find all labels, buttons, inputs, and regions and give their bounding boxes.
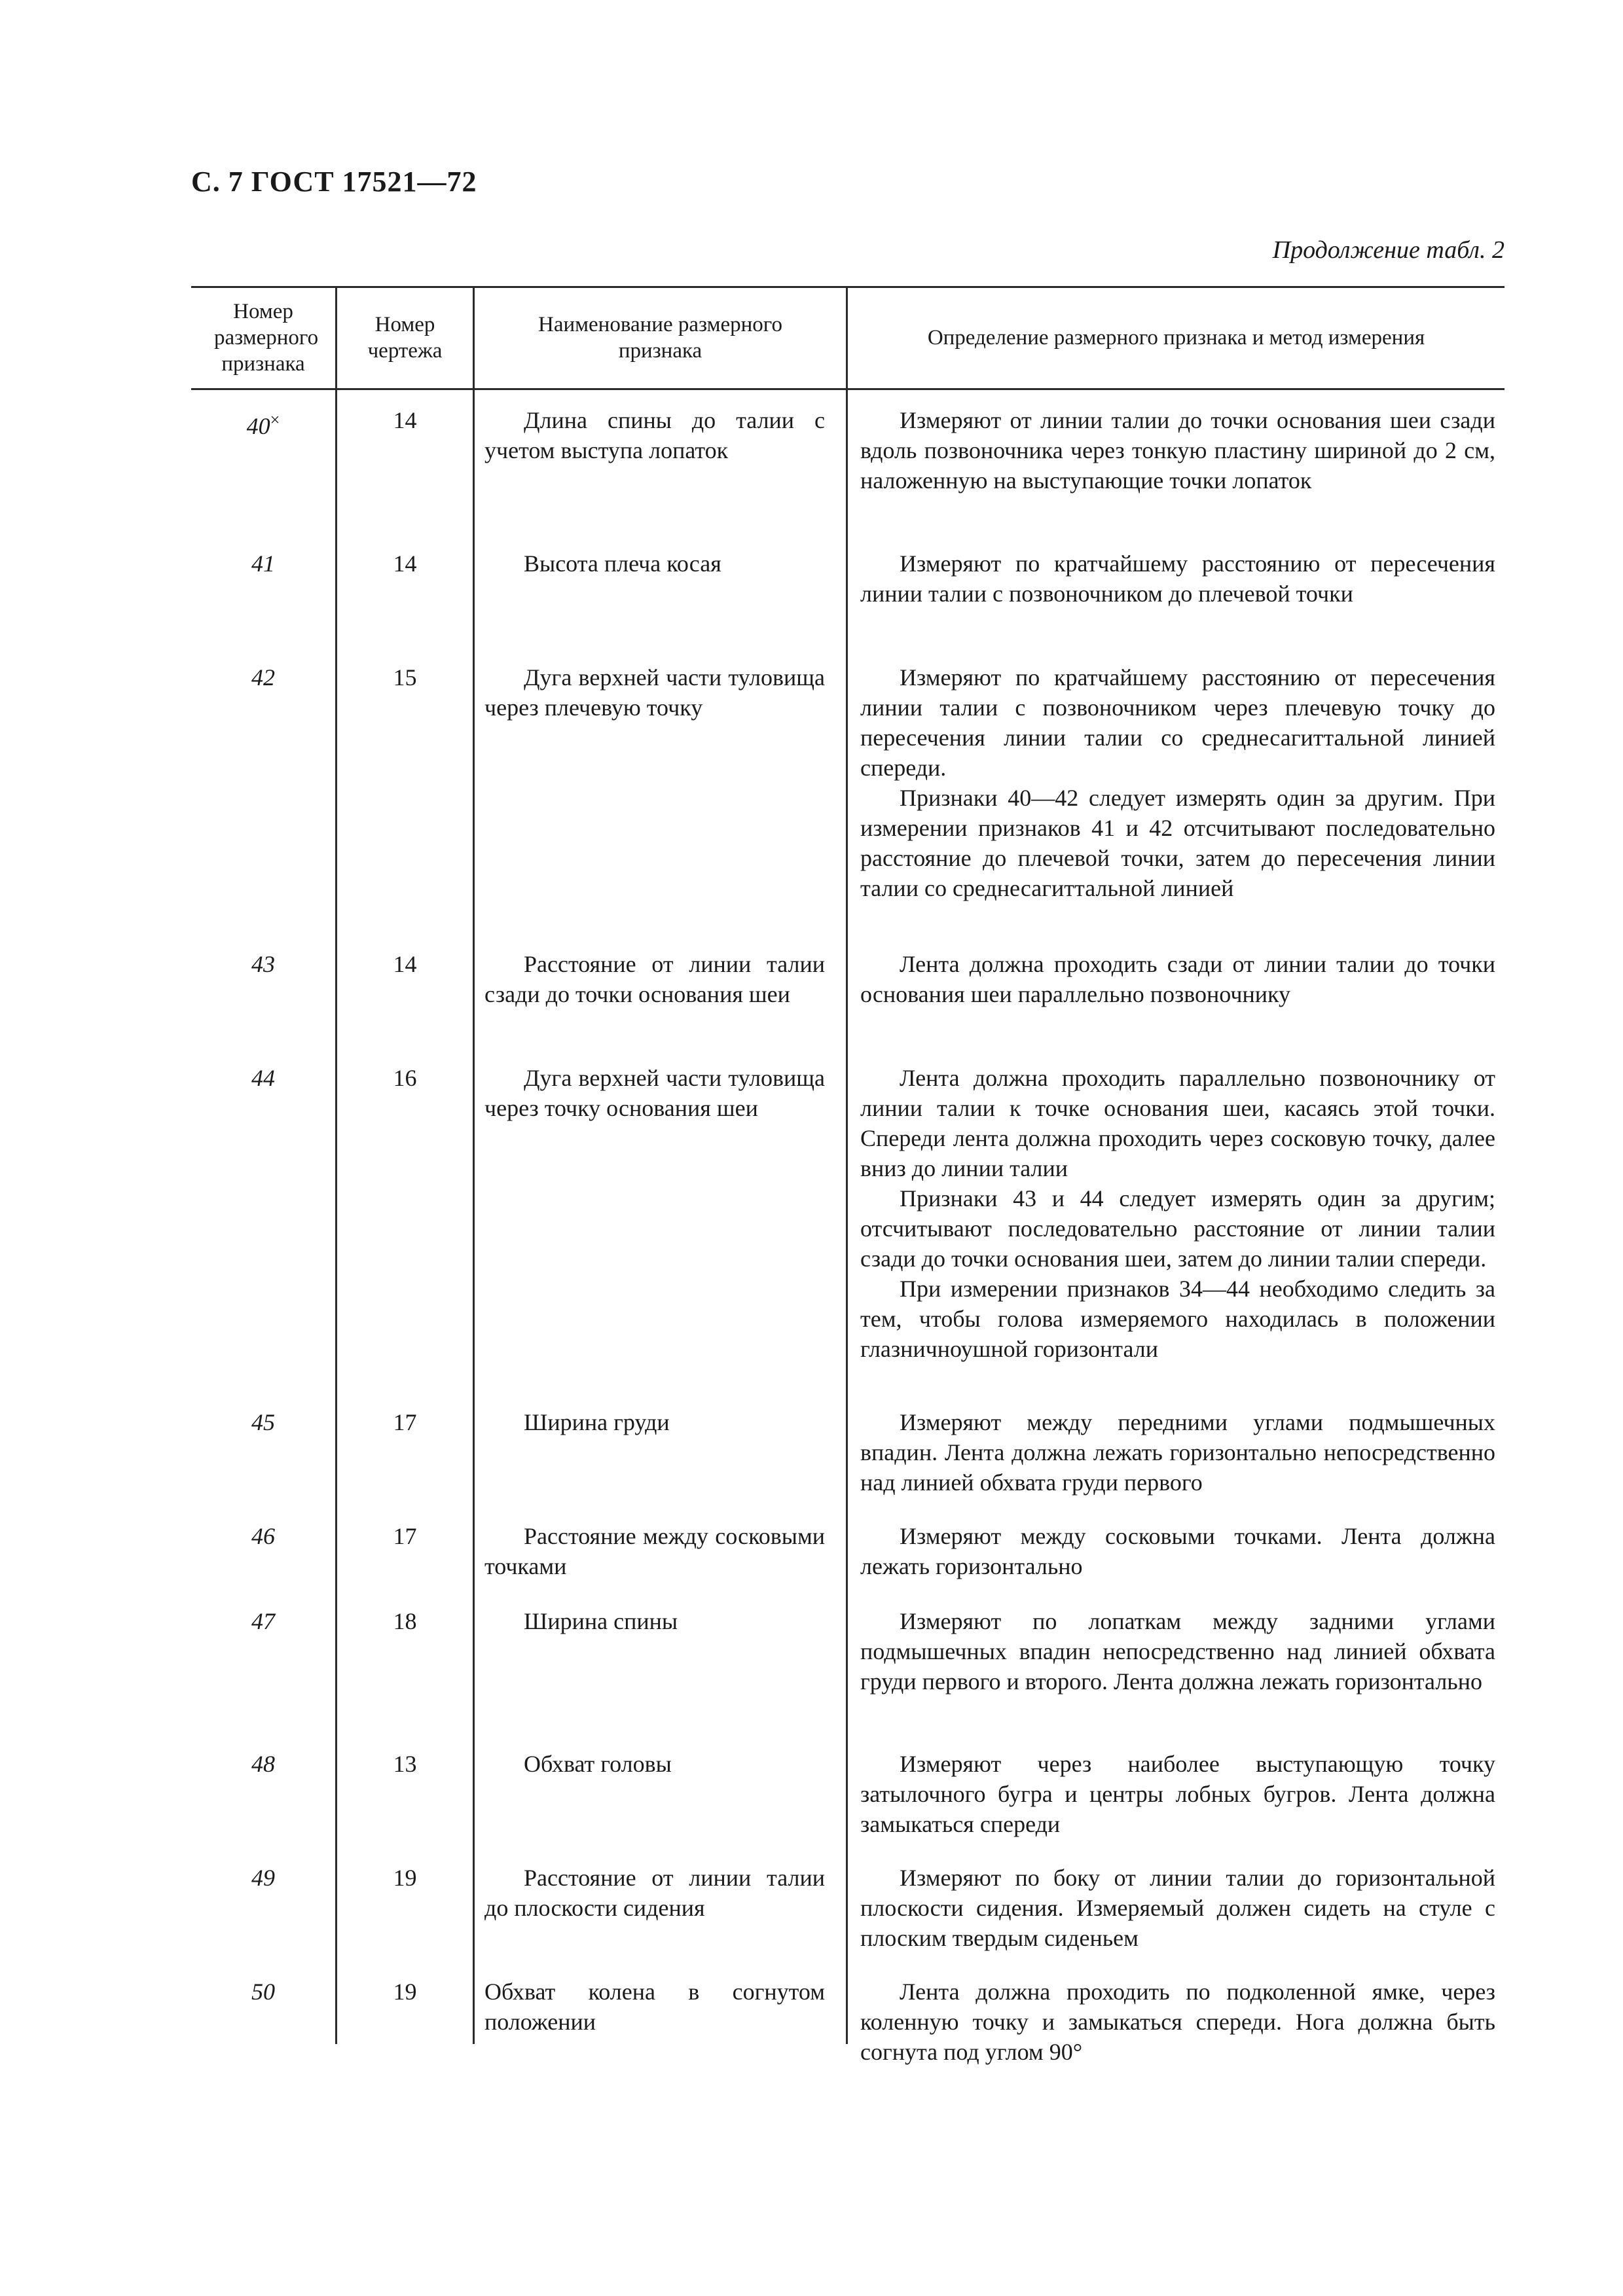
feature-number: 42 bbox=[251, 664, 275, 691]
feature-name: Обхват колена в согнутом положении bbox=[484, 1979, 825, 2035]
drawing-number: 14 bbox=[393, 407, 417, 433]
feature-definition: Измеряют между передними углами подмышечных впадин. Лента должна лежать горизонтально непосредственно над линией обхвата груди первого bbox=[860, 1409, 1495, 1496]
feature-definition: Измеряют по лопаткам между задними углами подмышечных впадин непосредственно над линией обхвата груди первого и второго. Лента должна лежать горизонтально bbox=[860, 1608, 1495, 1695]
column-header-drawing: Номер чертежа bbox=[367, 313, 443, 363]
feature-number: 43 bbox=[251, 951, 275, 977]
measurement-table bbox=[191, 286, 1504, 2065]
feature-definition: Измеряют по кратчайшему расстоянию от пересечения линии талии с позвоночником до плечевой точки bbox=[860, 550, 1495, 607]
drawing-number: 17 bbox=[393, 1523, 417, 1549]
feature-name: Обхват головы bbox=[524, 1751, 672, 1777]
feature-definition: Измеряют между сосковыми точками. Лента должна лежать горизонтально bbox=[860, 1523, 1495, 1579]
column-header-definition: Определение размерного признака и метод измерения bbox=[927, 326, 1425, 350]
feature-name: Длина спины до талии с учетом выступа лопаток bbox=[484, 407, 825, 463]
feature-name: Ширина спины bbox=[524, 1608, 678, 1634]
feature-name: Расстояние между сосковыми точками bbox=[484, 1523, 825, 1579]
feature-number: 44 bbox=[251, 1065, 275, 1091]
feature-definition: Лента должна проходить сзади от линии талии до точки основания шеи параллельно позвоночнику bbox=[860, 951, 1495, 1007]
feature-name: Расстояние от линии талии до плоскости сидения bbox=[484, 1865, 825, 1921]
column-header-name: Наименование размерного признака bbox=[538, 313, 782, 363]
feature-name: Дуга верхней части туловища через точку основания шеи bbox=[484, 1065, 825, 1121]
table-continuation-caption: Продолжение табл. 2 bbox=[1272, 236, 1504, 264]
feature-name: Дуга верхней части туловища через плечевую точку bbox=[484, 664, 825, 721]
feature-number: 46 bbox=[251, 1523, 275, 1549]
drawing-number: 15 bbox=[393, 664, 417, 691]
drawing-number: 19 bbox=[393, 1979, 417, 2005]
feature-definition: Измеряют по боку от линии талии до горизонтальной плоскости сидения. Измеряемый должен сидеть на стуле с плоским твердым сиденьем bbox=[860, 1865, 1495, 1951]
feature-number: 49 bbox=[251, 1865, 275, 1891]
feature-number: 41 bbox=[251, 550, 275, 577]
feature-number: 50 bbox=[251, 1979, 275, 2005]
feature-definition: Измеряют по кратчайшему расстоянию от пересечения линии талии с позвоночником через плечевую точку до пересечения линии талии со среднесагиттальной линией спереди. Признаки 40—42 следует измерять один за другим. При измерении признаков 41 и 42 отсчитывают последовательно расстояние до плечевой точки, затем до пересечения линии талии со среднесагиттальной линией bbox=[860, 664, 1495, 901]
drawing-number: 13 bbox=[393, 1751, 417, 1777]
feature-number: 45 bbox=[251, 1409, 275, 1435]
feature-number: 47 bbox=[251, 1608, 275, 1634]
feature-definition: Измеряют от линии талии до точки основания шеи сзади вдоль позвоночника через тонкую пластину шириной до 2 см, наложенную на выступающие точки лопаток bbox=[860, 407, 1495, 493]
column-divider bbox=[473, 286, 475, 2044]
drawing-number: 14 bbox=[393, 951, 417, 977]
drawing-number: 19 bbox=[393, 1865, 417, 1891]
feature-definition: Лента должна проходить по подколенной ямке, через коленную точку и замыкаться спереди. Нога должна быть согнута под углом 90° bbox=[860, 1979, 1495, 2065]
drawing-number: 14 bbox=[393, 550, 417, 577]
drawing-number: 17 bbox=[393, 1409, 417, 1435]
feature-name: Ширина груди bbox=[524, 1409, 670, 1435]
column-header-number: Номер размерного признака bbox=[214, 300, 319, 376]
feature-number: 48 bbox=[251, 1751, 275, 1777]
feature-name: Расстояние от линии талии сзади до точки основания шеи bbox=[484, 951, 825, 1007]
feature-number: 40× bbox=[246, 410, 280, 439]
page-header: С. 7 ГОСТ 17521—72 bbox=[191, 166, 477, 198]
column-divider bbox=[846, 286, 848, 2044]
feature-name: Высота плеча косая bbox=[524, 550, 721, 577]
drawing-number: 18 bbox=[393, 1608, 417, 1634]
feature-definition: Лента должна проходить параллельно позвоночнику от линии талии к точке основания шеи, касаясь этой точки. Спереди лента должна проходить через сосковую точку, далее вниз до линии талии Признаки 43 и 44 следует измерять один за другим; отсчитывают последовательно расстояние от линии талии сзади до точки основания шеи, затем до линии талии спереди. При измерении признаков 34—44 необходимо следить за тем, чтобы голова измеряемого находилась в положении глазничноушной горизонтали bbox=[860, 1065, 1495, 1362]
feature-definition: Измеряют через наиболее выступающую точку затылочного бугра и центры лобных бугров. Лента должна замыкаться спереди bbox=[860, 1751, 1495, 1837]
drawing-number: 16 bbox=[393, 1065, 417, 1091]
